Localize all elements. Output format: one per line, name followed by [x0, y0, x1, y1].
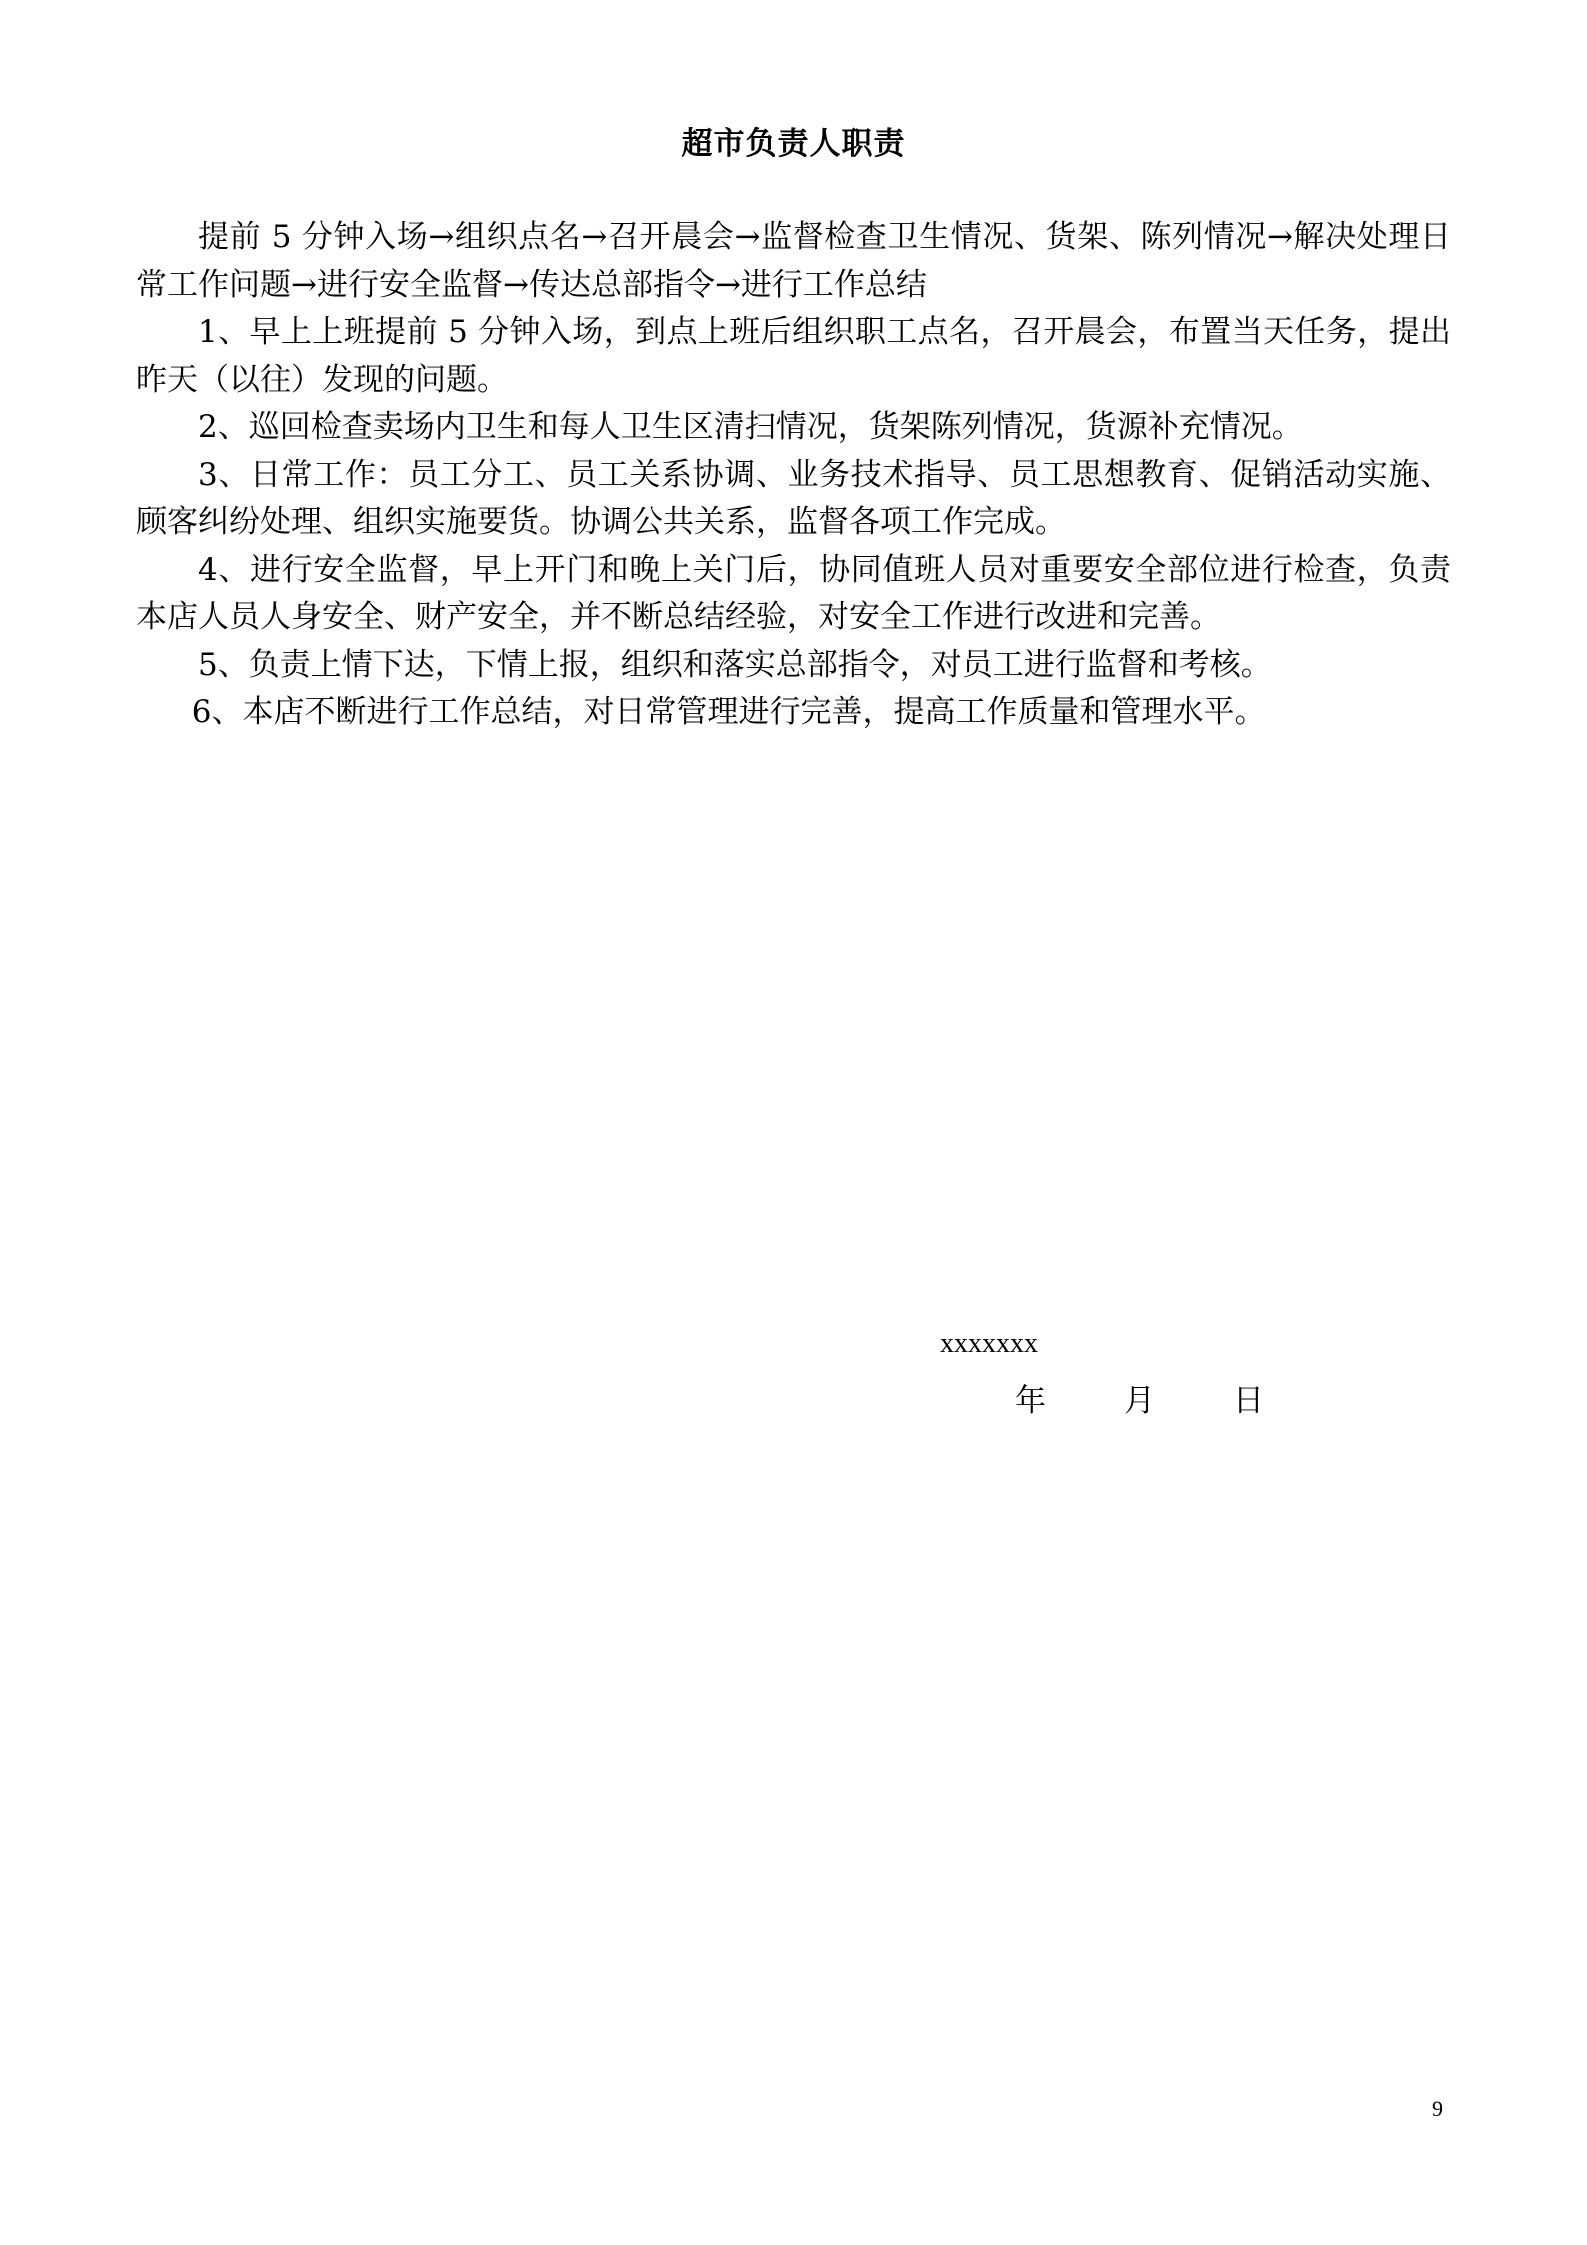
date-month-label: 月	[1124, 1383, 1155, 1419]
page-title: 超市负责人职责	[681, 126, 906, 162]
paragraph-workflow: 提前 5 分钟入场→组织点名→召开晨会→监督检查卫生情况、货架、陈列情况→解决处理日常工作问题→进行安全监督→传达总部指令→进行工作总结	[136, 219, 1451, 303]
paragraph-item-4: 4、进行安全监督，早上开门和晚上关门后，协同值班人员对重要安全部位进行检查，负责本店人员人身安全、财产安全，并不断总结经验，对安全工作进行改进和完善。	[136, 551, 1451, 635]
signature-placeholder: xxxxxxx	[940, 1328, 1038, 1359]
date-day-label: 日	[1233, 1383, 1264, 1419]
date-line	[1015, 1375, 1264, 1420]
paragraph-item-1: 1、早上上班提前 5 分钟入场，到点上班后组织职工点名，召开晨会，布置当天任务，提出昨天（以往）发现的问题。	[136, 314, 1451, 398]
date-gap	[1046, 1375, 1124, 1420]
document-body	[136, 214, 1451, 737]
paragraph-item-2: 2、巡回检查卖场内卫生和每人卫生区清扫情况，货架陈列情况，货源补充情况。	[198, 409, 1303, 445]
paragraph-item-5: 5、负责上情下达，下情上报，组织和落实总部指令，对员工进行监督和考核。	[198, 646, 1272, 683]
date-gap	[1155, 1375, 1233, 1420]
page-number: 9	[1432, 2096, 1443, 2121]
paragraph-item-6: 6、本店不断进行工作总结，对日常管理进行完善，提高工作质量和管理水平。	[191, 694, 1266, 730]
paragraph-item-3: 3、日常工作：员工分工、员工关系协调、业务技术指导、员工思想教育、促销活动实施、顾客纠纷处理、组织实施要货。协调公共关系，监督各项工作完成。	[136, 456, 1451, 540]
date-year-label: 年	[1015, 1383, 1046, 1419]
